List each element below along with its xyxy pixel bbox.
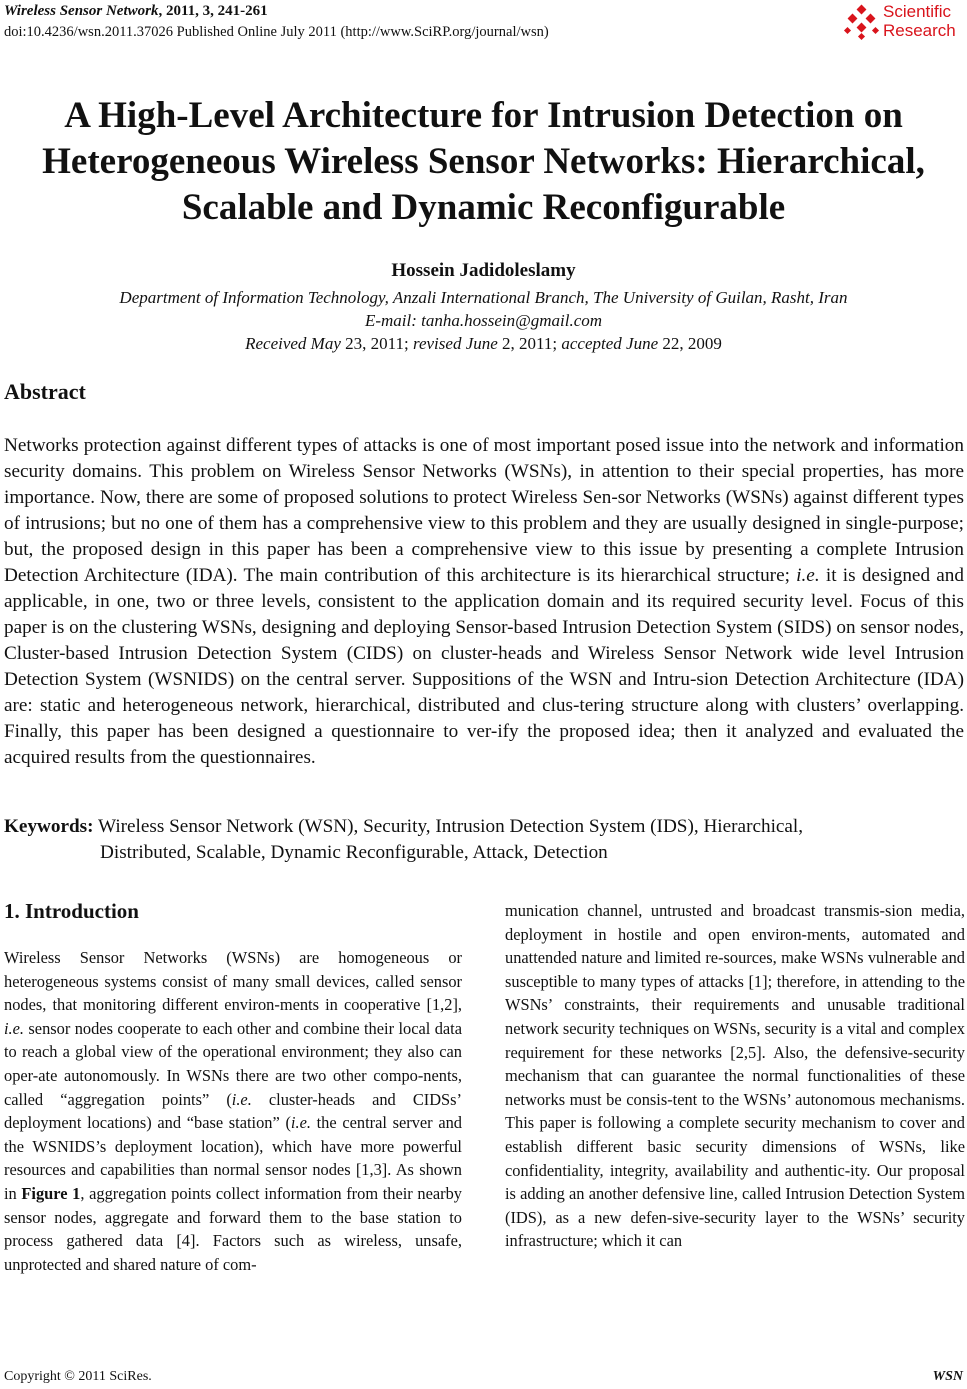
abstract-ie: i.e.	[796, 565, 820, 586]
copyright-footer: Copyright © 2011 SciRes.	[4, 1369, 152, 1384]
keywords-line-1	[4, 814, 803, 840]
accepted-date: 22, 2009	[658, 334, 722, 353]
doi-line: doi:10.4236/wsn.2011.37026 Published Online July 2011 (http://www.SciRP.org/journal/wsn)	[4, 24, 549, 40]
title-line: A High-Level Architecture for Intrusion Detection on	[64, 95, 903, 136]
keywords-label: Keywords:	[4, 816, 94, 837]
journal-volume: , 2011, 3, 241-261	[158, 3, 268, 19]
logo-text-line2: Research	[883, 21, 956, 40]
affiliation-block	[0, 286, 967, 355]
journal-abbrev-footer: WSN	[932, 1369, 963, 1384]
revised-label: revised June	[412, 334, 498, 353]
body-text: Wireless Sensor Networks (WSNs) are homogeneous or heterogeneous systems consist of many small devices, called sensor nodes, that monitoring different environ-ments in cooperative [1,2],	[4, 948, 462, 1015]
section-heading: 1. Introduction	[4, 899, 139, 923]
received-date: 23, 2011;	[340, 334, 413, 353]
logo-mark-icon	[843, 4, 881, 42]
body-ie: i.e.	[290, 1113, 311, 1133]
abstract-body	[4, 433, 964, 771]
accepted-label: accepted June	[561, 334, 659, 353]
email-value: : tanha.hossein@gmail.com	[411, 311, 603, 330]
body-text: sensor nodes cooperate to each other and combine their local data to reach a global view of the operational environment; they also can oper-ate autonomously. In WSNs there are two other compo-nents, called “aggregation points” (	[4, 1018, 462, 1109]
abstract-heading: Abstract	[4, 379, 86, 404]
journal-header	[4, 3, 268, 20]
received-label: Received May	[245, 334, 341, 353]
keywords-line-2: Distributed, Scalable, Dynamic Reconfigurable, Attack, Detection	[100, 842, 608, 863]
paper-title	[0, 93, 967, 231]
abstract-text: it is designed and applicable, in one, two or three levels, consistent to the application domain and its required security level. Focus of this paper is on the clustering WSNs, designing and deploying Sensor-based Intrusion Detection System (SIDS) on sensor nodes, Cluster-based Intrusion Detection System (CIDS) on cluster-heads and Wireless Sensor Network wide level Intrusion Detection System (WSNIDS) on the central server. Suppositions of the WSN and Intru-sion Detection Architecture (IDA) are: static and heterogeneous network, hierarchical, distributed and clus-tering structure along with clusters’ overlapping. Finally, this paper has been designed a questionnaire to ver-ify the proposed idea; then it analyzed and evaluated the acquired results from the questionnaires.	[4, 565, 964, 768]
body-text: , aggregation points collect information from their nearby sensor nodes, aggregate and forward them to the base station to process gathered data [4]. Factors such as wireless, unsafe, unprotected and shared nature of com-	[4, 1183, 462, 1274]
body-ie: i.e.	[231, 1089, 252, 1109]
logo-text	[883, 2, 956, 40]
email-line	[0, 309, 967, 332]
figure-reference[interactable]: Figure 1	[21, 1183, 81, 1203]
email-label: E-mail	[364, 311, 412, 330]
journal-name: Wireless Sensor Network	[4, 3, 159, 19]
author-name: Hossein Jadidoleslamy	[391, 260, 576, 281]
logo-text-line1: Scientific	[883, 2, 952, 21]
right-column-text: munication channel, untrusted and broadcast transmis-sion media, deployment in hostile and open environ-ments, automated and unattended nature and limited re-sources, make WSNs vulnerable and susceptible to many types of attacks [1]; therefore, in attending to the WSNs’ constraints, their requirements and unusable traditional network security techniques on WSNs, security is a vital and complex requirement for these networks [2,5]. Also, the defensive-security mechanism that can guarantee the normal functionalities of these networks must be consis-tent to the WSNs’ autonomous mechanisms. This paper is following a complete security mechanism to cover and establish different basic security dimensions of WSNs, like confidentiality, integrity, availability and authentic-ity. Our proposal is adding an another defensive line, called Intrusion Detection System (IDS), as a new defen-sive-security layer to the WSNs’ security infrastructure; which it can	[505, 901, 965, 1251]
body-ie: i.e.	[4, 1018, 25, 1038]
dates-line	[0, 332, 967, 355]
left-column-text	[4, 946, 462, 1276]
scirp-logo	[843, 2, 963, 44]
body-text: cluster-heads and CIDSs’ deployment locations) and “base station” (	[4, 1089, 462, 1133]
revised-date: 2, 2011;	[497, 334, 562, 353]
title-line: Heterogeneous Wireless Sensor Networks: Hierarchical,	[42, 141, 925, 182]
title-line: Scalable and Dynamic Reconfigurable	[181, 187, 786, 228]
abstract-text: Networks protection against different types of attacks is one of most important posed issue into the network and information security domains. This problem on Wireless Sensor Networks (WSNs), in attention to their special properties, has more importance. Now, there are some of proposed solutions to protect Wireless Sen-sor Networks (WSNs) against different types of intrusions; but no one of them has a comprehensive view to this problem and they are usually designed in single-purpose; but, the proposed design in this paper has been a comprehensive view to this issue by presenting a complete Intrusion Detection Architecture (IDA). The main contribution of this architecture is its hierarchical structure;	[4, 435, 964, 586]
keywords-text: Wireless Sensor Network (WSN), Security, Intrusion Detection System (IDS), Hierarchical,	[93, 816, 804, 837]
body-text: the central server and the WSNIDS’s deployment location), which have more powerful resources and capabilities than normal sensor nodes [1,3]. As shown in	[4, 1113, 462, 1203]
affiliation: Department of Information Technology, Anzali International Branch, The University of Guilan, Rasht, Iran	[119, 288, 848, 307]
